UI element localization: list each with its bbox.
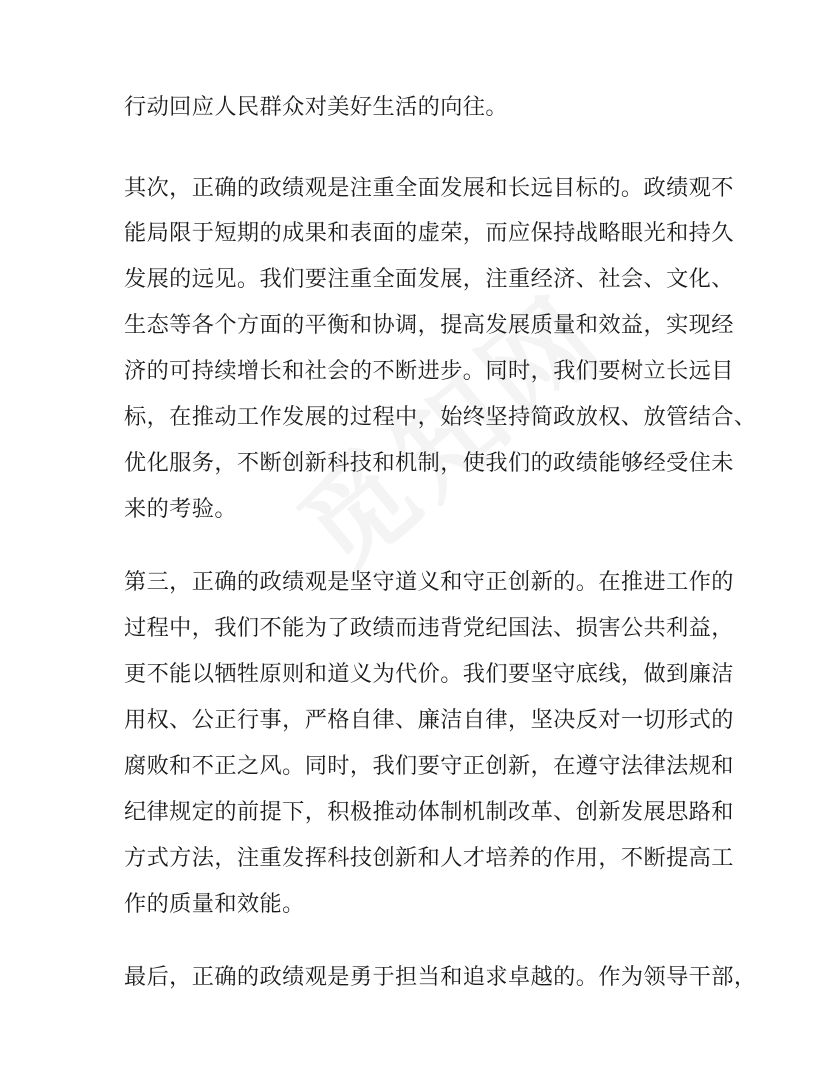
text-line: 优化服务，不断创新科技和机制，使我们的政绩能够经受住未 (124, 450, 734, 476)
text-line: 标，在推动工作发展的过程中，始终坚持简政放权、放管结合、 (124, 404, 757, 430)
text-line: 来的考验。 (124, 496, 237, 522)
text-line: 腐败和不正之风。同时，我们要守正创新，在遵守法律法规和 (124, 753, 734, 779)
text-line: 方式方法，注重发挥科技创新和人才培养的作用，不断提高工 (124, 845, 734, 871)
text-line: 能局限于短期的成果和表面的虚荣，而应保持战略眼光和持久 (124, 220, 734, 246)
text-line: 用权、公正行事，严格自律、廉洁自律，坚决反对一切形式的 (124, 707, 734, 733)
text-line: 第三，正确的政绩观是坚守道义和守正创新的。在推进工作的 (124, 569, 734, 595)
text-line: 发展的远见。我们要注重全面发展，注重经济、社会、文化、 (124, 266, 734, 292)
text-line: 作的质量和效能。 (124, 891, 305, 917)
text-line: 其次，正确的政绩观是注重全面发展和长远目标的。政绩观不 (124, 175, 734, 201)
text-line: 生态等各个方面的平衡和协调，提高发展质量和效益，实现经 (124, 312, 734, 338)
text-line: 最后，正确的政绩观是勇于担当和追求卓越的。作为领导干部， (124, 964, 757, 990)
text-line: 行动回应人民群众对美好生活的向往。 (124, 94, 508, 120)
text-line: 济的可持续增长和社会的不断进步。同时，我们要树立长远目 (124, 358, 734, 384)
text-line: 过程中，我们不能为了政绩而违背党纪国法、损害公共利益， (124, 615, 734, 641)
text-line: 纪律规定的前提下，积极推动体制机制改革、创新发展思路和 (124, 799, 734, 825)
text-line: 更不能以牺牲原则和道义为代价。我们要坚守底线，做到廉洁 (124, 661, 734, 687)
